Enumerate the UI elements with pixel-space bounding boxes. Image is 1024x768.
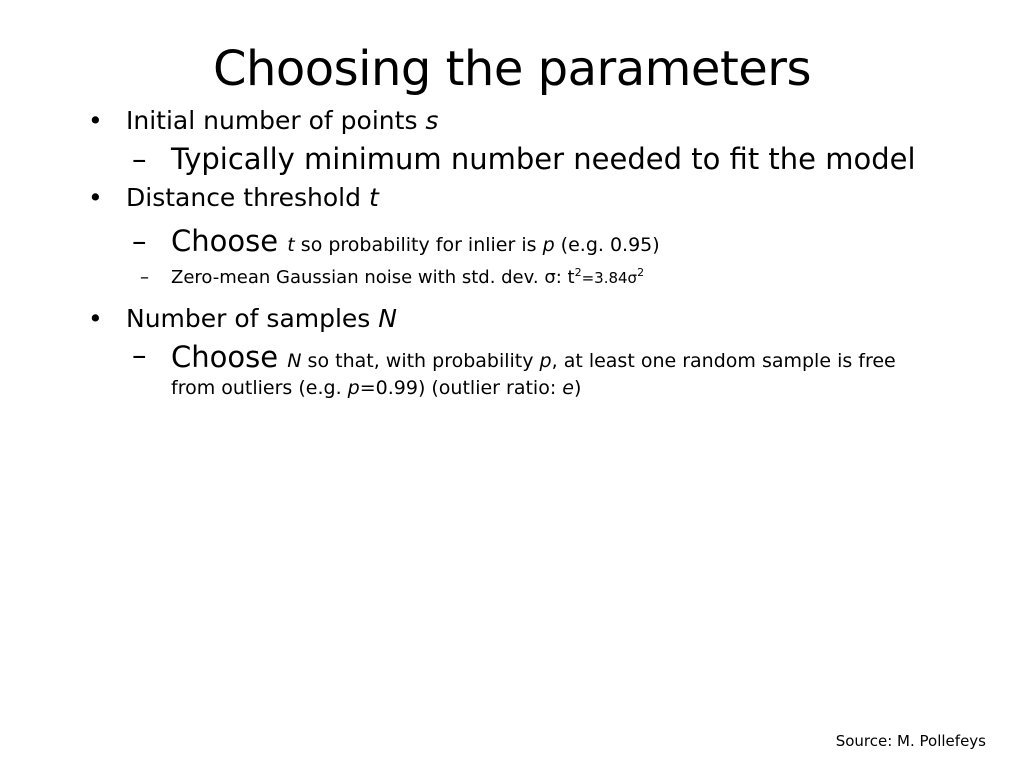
subbullet-text: so that, with probability [301, 350, 540, 372]
subbullet-text: =3.84σ [581, 269, 638, 287]
bullet-distance-threshold [82, 181, 942, 215]
variable-p: p [347, 377, 360, 399]
subbullet-text: Zero-mean Gaussian noise with std. dev. σ: t [171, 267, 575, 288]
subbullet-choose-N [82, 338, 942, 402]
choose-word: Choose [171, 224, 288, 258]
source-credit: Source: M. Pollefeys [835, 732, 986, 750]
bullet-text: Number of samples [126, 304, 379, 333]
choose-word: Choose [171, 340, 288, 374]
dash-marker: – [140, 267, 149, 288]
variable-t: t [287, 234, 295, 256]
dash-marker: – [132, 338, 147, 372]
variable-e: e [562, 377, 574, 399]
slide-title: Choosing the parameters [212, 41, 812, 97]
subbullet-text: (e.g. 0.95) [554, 234, 660, 256]
variable-N: N [378, 304, 397, 333]
subbullet-text: so probability for inlier is [294, 234, 543, 256]
bullet-marker: • [88, 304, 103, 333]
subbullet-choose-t [82, 223, 942, 264]
dash-marker: – [132, 142, 147, 176]
superscript: 2 [637, 266, 645, 279]
subbullet-text: =0.99) (outlier ratio: [359, 377, 563, 399]
dash-marker: – [132, 224, 147, 258]
variable-s: s [425, 106, 439, 135]
bullet-text: Distance threshold [126, 183, 369, 212]
bullet-initial-points [82, 104, 942, 138]
subbullet-text: , at least one random sample is free from outliers (e.g. [171, 350, 896, 399]
superscript: 2 [574, 266, 582, 279]
slide-content [82, 104, 942, 402]
bullet-text: Initial number of points [126, 106, 426, 135]
variable-p: p [539, 350, 552, 372]
subbullet-text: Typically minimum number needed to fit the model [171, 142, 916, 176]
bullet-marker: • [88, 106, 103, 135]
bullet-number-of-samples [82, 302, 942, 336]
bullet-marker: • [88, 183, 103, 212]
variable-t: t [368, 183, 379, 212]
subsubbullet-gaussian-noise [82, 264, 942, 292]
subbullet-minimum-points [82, 142, 942, 177]
variable-p: p [542, 234, 555, 256]
variable-N: N [287, 350, 302, 372]
subbullet-text: ) [573, 377, 582, 399]
